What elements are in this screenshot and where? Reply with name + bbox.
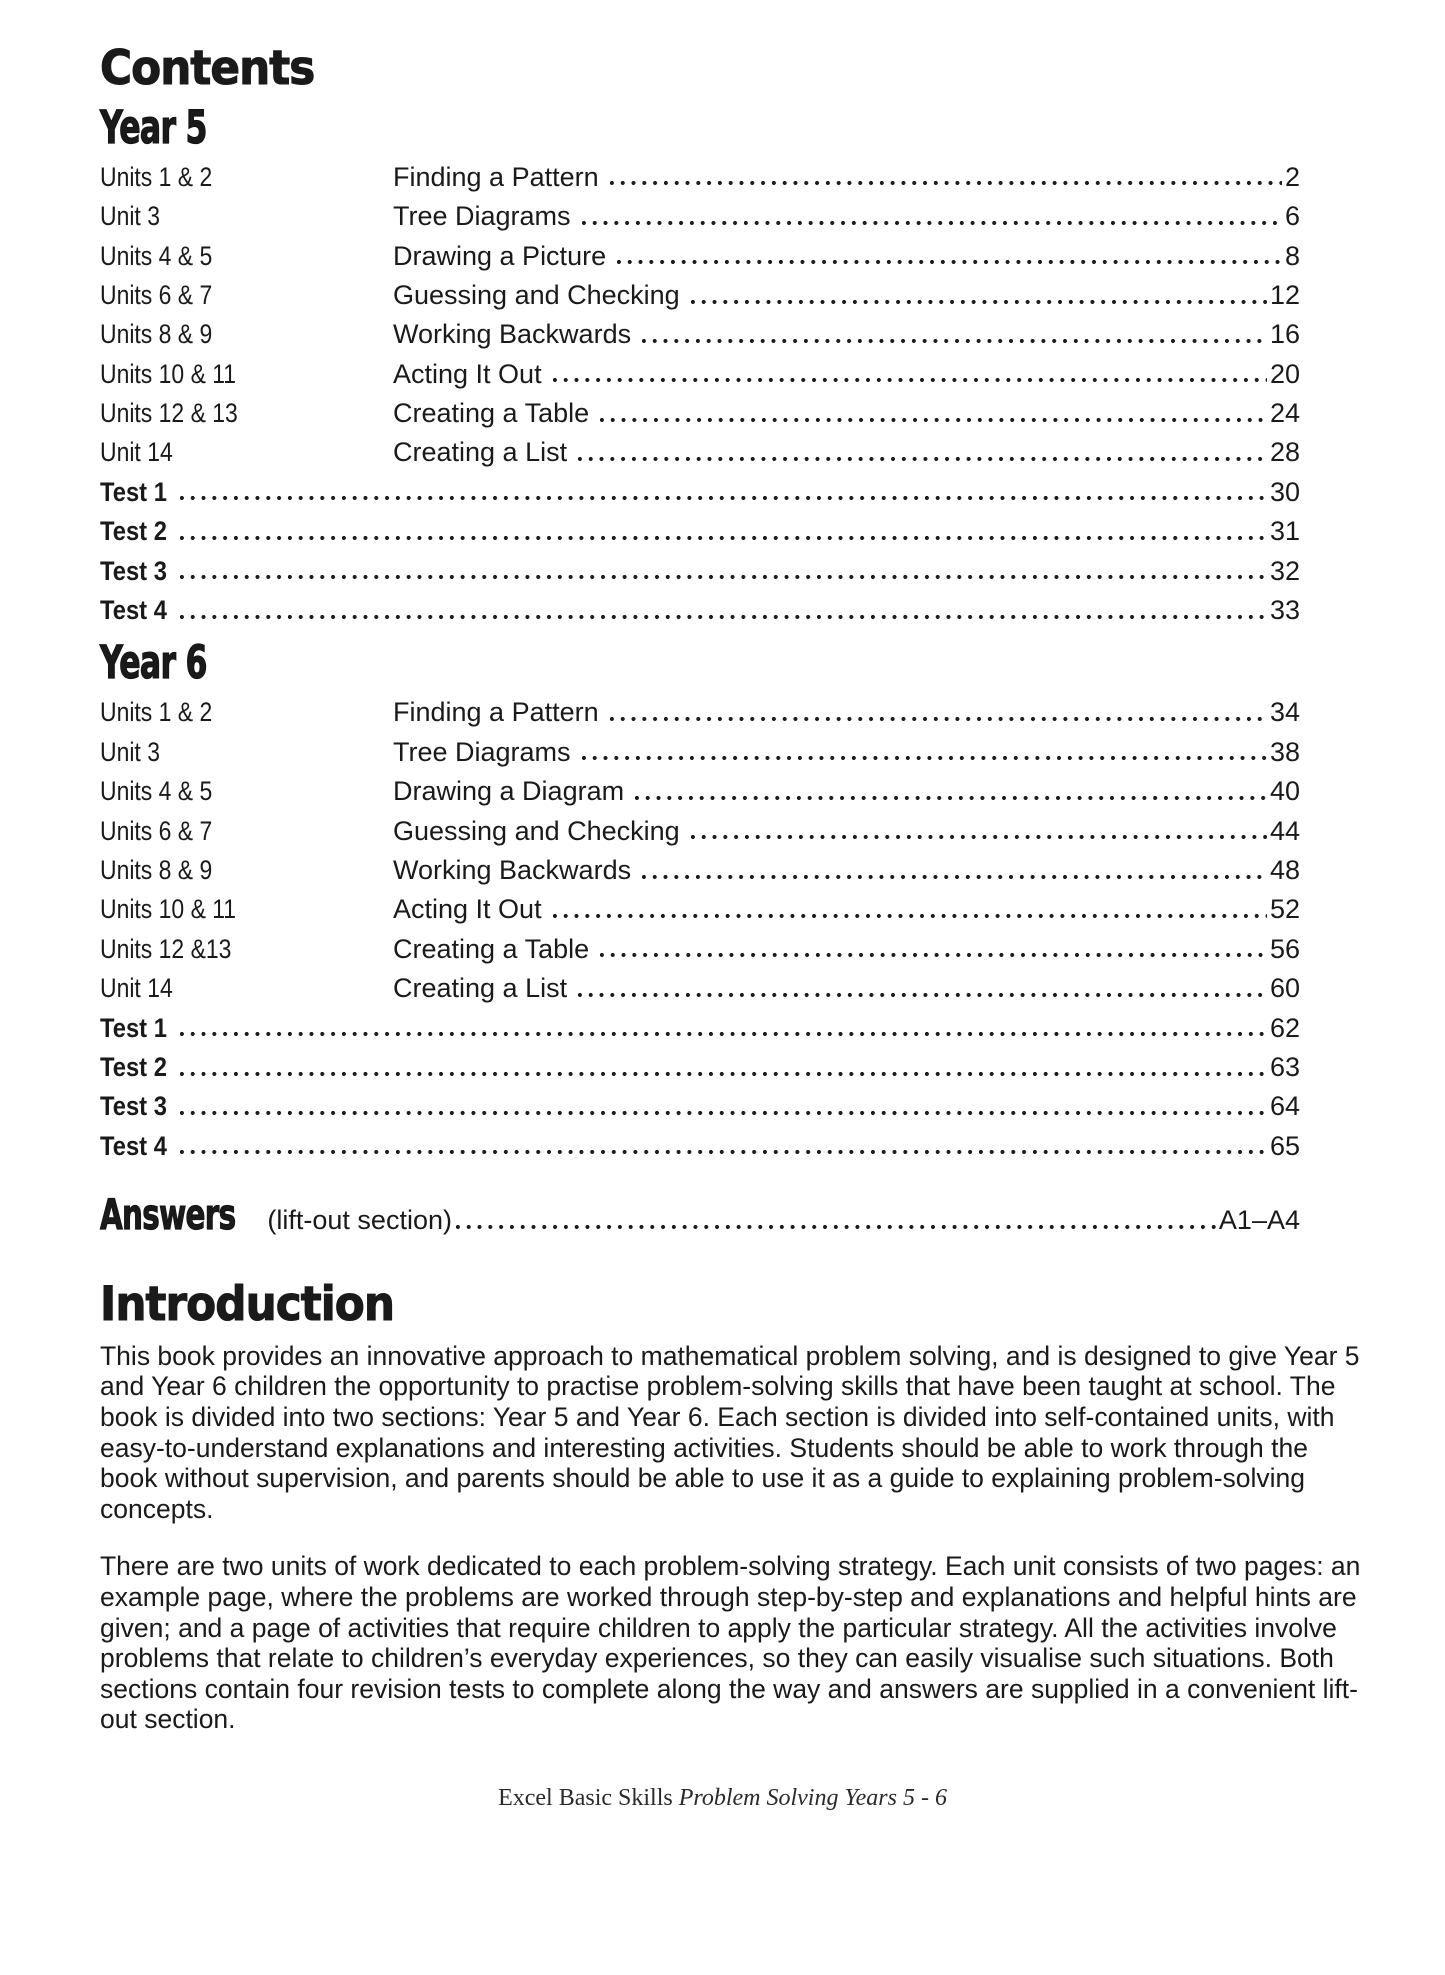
unit-label-text: Units 10 & 11: [100, 358, 237, 389]
unit-title: Guessing and Checking: [393, 279, 680, 310]
unit-title: Working Backwards: [393, 319, 632, 350]
dot-leader: [578, 991, 1267, 997]
dot-leader: [600, 416, 1267, 422]
toc-unit-row: [100, 890, 1300, 929]
dot-leader: [180, 574, 1267, 580]
test-label: [100, 1048, 176, 1087]
test-label: [100, 512, 176, 551]
page-number: 6: [1284, 201, 1300, 232]
toc-test-row: [100, 473, 1300, 512]
dot-leader: [180, 1149, 1267, 1155]
unit-title: Drawing a Picture: [393, 240, 607, 271]
introduction-section: [100, 1277, 1372, 1735]
toc-unit-row: [100, 394, 1300, 433]
unit-label: [100, 693, 393, 732]
test-label: [100, 552, 176, 591]
toc-section: [100, 100, 1300, 631]
toc-unit-row: [100, 772, 1300, 811]
toc-test-row: [100, 1048, 1300, 1087]
page-number: 60: [1269, 973, 1300, 1004]
toc-unit-row: [100, 693, 1300, 732]
dot-leader: [617, 259, 1282, 265]
test-label: [100, 473, 176, 512]
unit-title: Acting It Out: [393, 894, 542, 925]
page-number: 62: [1269, 1012, 1300, 1043]
section-heading-text: Year 5: [100, 100, 207, 154]
dot-leader: [642, 337, 1267, 343]
unit-label: [100, 355, 393, 394]
unit-label-text: Units 1 & 2: [100, 161, 213, 192]
test-label-text: Test 1: [100, 476, 167, 507]
page-number: 44: [1269, 815, 1300, 846]
unit-label: [100, 733, 393, 772]
section-rows: [100, 158, 1300, 631]
unit-label-text: Unit 14: [100, 973, 173, 1004]
section-rows: [100, 693, 1300, 1166]
unit-title: Tree Diagrams: [393, 736, 571, 767]
page-number: 30: [1269, 476, 1300, 507]
toc-test-row: [100, 512, 1300, 551]
page-number: 33: [1269, 595, 1300, 626]
dot-leader: [180, 1031, 1267, 1037]
page-number: 34: [1269, 697, 1300, 728]
toc-test-row: [100, 591, 1300, 630]
unit-label: [100, 890, 393, 929]
answers-row: [100, 1190, 1300, 1246]
unit-label: [100, 197, 393, 236]
unit-title: Drawing a Diagram: [393, 776, 625, 807]
unit-label-text: Units 8 & 9: [100, 319, 213, 350]
test-label-text: Test 2: [100, 516, 167, 547]
test-label: [100, 1087, 176, 1126]
dot-leader: [180, 534, 1267, 540]
unit-title: Finding a Pattern: [393, 161, 599, 192]
page-number: 48: [1269, 855, 1300, 885]
test-label-text: Test 3: [100, 1091, 167, 1122]
unit-label-text: Units 8 & 9: [100, 855, 213, 885]
page-number: 63: [1269, 1051, 1300, 1082]
page-number: 2: [1284, 161, 1300, 192]
footer-book-title: Problem Solving Years 5 - 6: [678, 1785, 947, 1811]
unit-label: [100, 433, 393, 472]
dot-leader: [582, 755, 1267, 761]
unit-label-text: Units 10 & 11: [100, 894, 237, 925]
unit-label: [100, 276, 393, 315]
test-label: [100, 1009, 176, 1048]
test-label-text: Test 4: [100, 1130, 167, 1161]
introduction-heading: [100, 1277, 1372, 1333]
dot-leader: [642, 873, 1267, 879]
page-number: 24: [1269, 398, 1300, 429]
page-footer: [0, 1785, 1445, 1812]
unit-title: Creating a List: [393, 437, 568, 468]
dot-leader: [180, 495, 1267, 501]
dot-leader: [582, 219, 1282, 225]
toc-unit-row: [100, 433, 1300, 472]
test-label: [100, 591, 176, 630]
unit-label: [100, 237, 393, 276]
answers-suffix: (lift-out section): [267, 1205, 452, 1236]
unit-title: Acting It Out: [393, 358, 542, 389]
page-number: 56: [1269, 933, 1300, 964]
test-label: [100, 1127, 176, 1166]
toc-unit-row: [100, 969, 1300, 1008]
unit-label: [100, 969, 393, 1008]
dot-leader: [610, 180, 1282, 186]
dot-leader: [553, 377, 1267, 383]
unit-label: [100, 158, 393, 197]
footer-series: Excel Basic Skills: [498, 1785, 673, 1811]
unit-label-text: Units 6 & 7: [100, 815, 213, 846]
toc-unit-row: [100, 355, 1300, 394]
page-number: 52: [1269, 894, 1300, 925]
dot-leader: [691, 834, 1267, 840]
page-number: 40: [1269, 776, 1300, 807]
unit-title: Tree Diagrams: [393, 201, 571, 232]
unit-title: Working Backwards: [393, 855, 632, 885]
test-label-text: Test 2: [100, 1051, 167, 1082]
unit-label: [100, 851, 393, 890]
contents-title: [100, 41, 1300, 96]
section-heading-text: Year 6: [100, 636, 207, 690]
contents-title-text: Contents: [100, 41, 315, 96]
page-number: 20: [1269, 358, 1300, 389]
unit-label-text: Unit 3: [100, 201, 160, 232]
dot-leader: [180, 613, 1267, 619]
toc-unit-row: [100, 812, 1300, 851]
dot-leader: [180, 1109, 1267, 1115]
answers-label-text: Answers: [100, 1190, 236, 1240]
answers-label: [100, 1190, 293, 1239]
dot-leader: [553, 912, 1267, 918]
dot-leader: [691, 298, 1267, 304]
page-number: 8: [1284, 240, 1300, 271]
page-number: 28: [1269, 437, 1300, 468]
dot-leader: [635, 794, 1267, 800]
toc-unit-row: [100, 315, 1300, 354]
dot-leader: [578, 455, 1267, 461]
unit-title: Creating a List: [393, 973, 568, 1004]
page-number: 16: [1269, 319, 1300, 350]
unit-label-text: Units 12 &13: [100, 933, 232, 964]
toc-unit-row: [100, 197, 1300, 236]
unit-label: [100, 315, 393, 354]
toc-section: [100, 636, 1300, 1166]
dot-leader: [610, 715, 1267, 721]
section-heading: [100, 636, 1300, 690]
test-label-text: Test 4: [100, 595, 167, 626]
table-of-contents: [100, 100, 1300, 1166]
unit-title: Guessing and Checking: [393, 815, 680, 846]
unit-label-text: Units 12 & 13: [100, 398, 238, 429]
introduction-heading-text: Introduction: [100, 1277, 395, 1333]
unit-title: Creating a Table: [393, 398, 590, 429]
unit-label-text: Units 4 & 5: [100, 776, 213, 807]
page-number: 65: [1269, 1130, 1300, 1161]
page-number: A1–A4: [1218, 1205, 1300, 1236]
unit-title: Creating a Table: [393, 933, 590, 964]
toc-test-row: [100, 1087, 1300, 1126]
dot-leader: [600, 952, 1267, 958]
unit-title: Finding a Pattern: [393, 697, 599, 728]
page-number: 64: [1269, 1091, 1300, 1122]
unit-label-text: Units 4 & 5: [100, 240, 213, 271]
toc-unit-row: [100, 276, 1300, 315]
page-number: 38: [1269, 736, 1300, 767]
toc-test-row: [100, 1127, 1300, 1166]
dot-leader: [456, 1223, 1216, 1229]
page-number: 12: [1269, 279, 1300, 310]
toc-unit-row: [100, 158, 1300, 197]
introduction-paragraph: There are two units of work dedicated to each problem-solving strategy. Each unit consists of two pages: an example page, where the problems are worked through step-by-step and explanations and helpful hints are given; and a page of activities that require children to apply the particular strategy. All the activities involve problems that relate to children’s everyday experiences, so they can easily visualise such situations. Both sections contain four revision tests to complete along the way and answers are supplied in a convenient lift-out section.: [100, 1551, 1361, 1735]
unit-label: [100, 394, 393, 433]
unit-label-text: Units 6 & 7: [100, 279, 213, 310]
test-label-text: Test 3: [100, 555, 167, 586]
toc-unit-row: [100, 733, 1300, 772]
introduction-paragraph: This book provides an innovative approach to mathematical problem solving, and is designed to give Year 5 and Year 6 children the opportunity to practise problem-solving skills that have been taught at school. The book is divided into two sections: Year 5 and Year 6. Each section is divided into self-contained units, with easy-to-understand explanations and interesting activities. Students should be able to work through the book without supervision, and parents should be able to use it as a guide to explaining problem-solving concepts.: [100, 1340, 1360, 1524]
toc-test-row: [100, 552, 1300, 591]
page-number: 32: [1269, 555, 1300, 586]
page-number: 31: [1269, 516, 1300, 547]
section-heading: [100, 100, 1300, 154]
unit-label-text: Units 1 & 2: [100, 697, 213, 728]
unit-label-text: Unit 3: [100, 736, 160, 767]
toc-unit-row: [100, 851, 1300, 890]
unit-label-text: Unit 14: [100, 437, 173, 468]
toc-unit-row: [100, 930, 1300, 969]
unit-label: [100, 930, 393, 969]
unit-label: [100, 772, 393, 811]
toc-test-row: [100, 1009, 1300, 1048]
unit-label: [100, 812, 393, 851]
dot-leader: [180, 1070, 1267, 1076]
toc-unit-row: [100, 237, 1300, 276]
test-label-text: Test 1: [100, 1012, 167, 1043]
